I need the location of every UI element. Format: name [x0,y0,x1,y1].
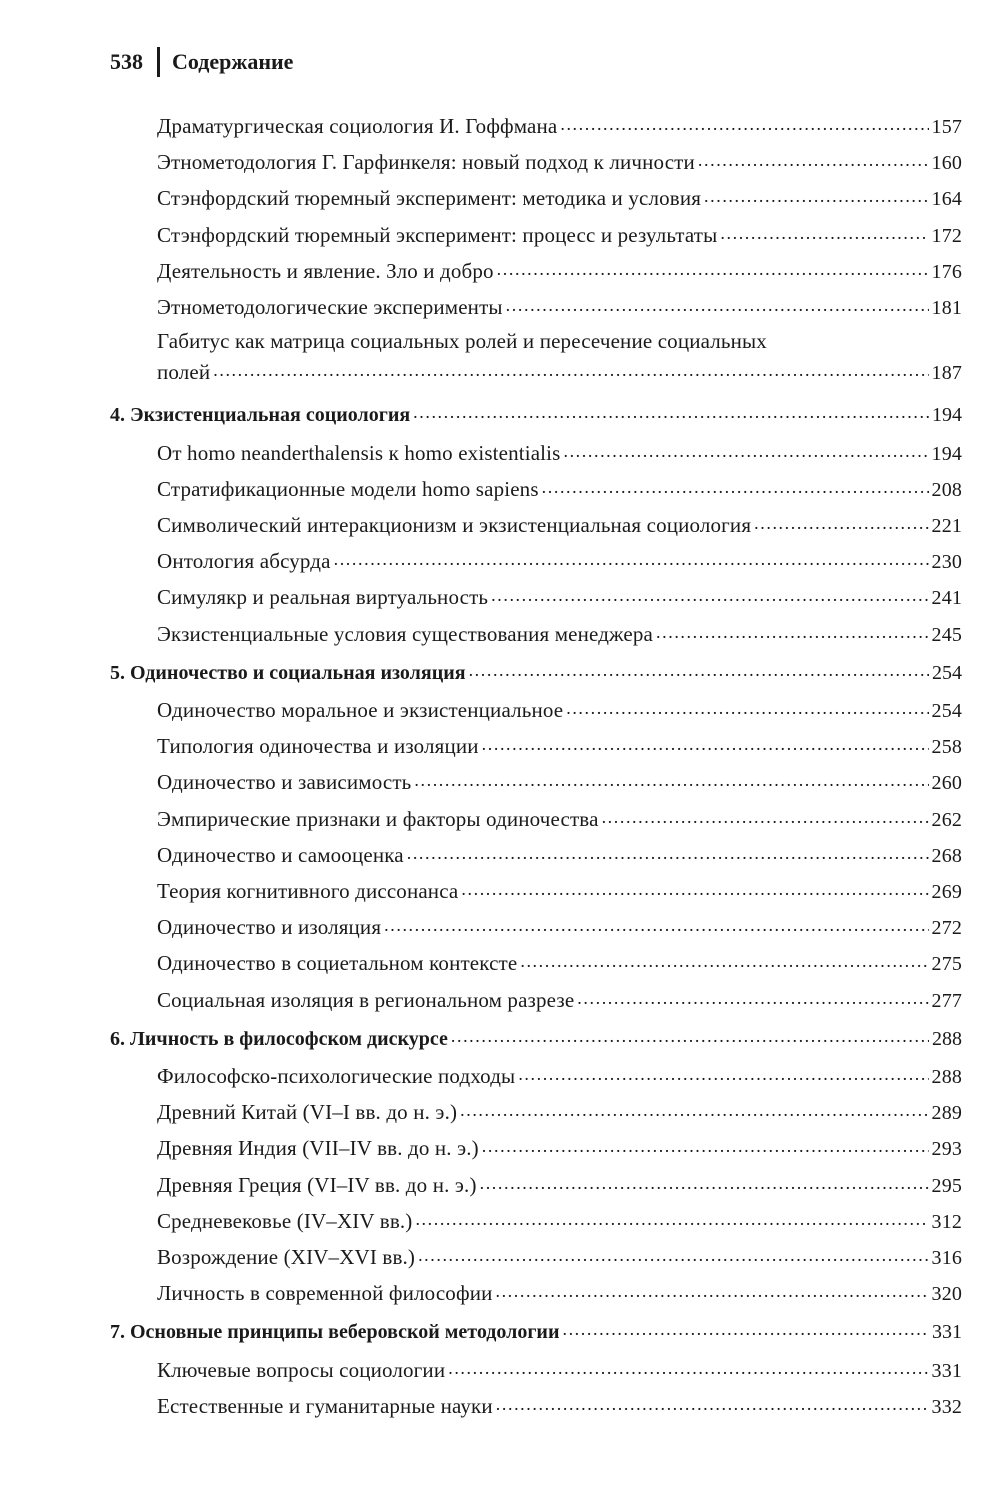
toc-entry [157,1098,962,1125]
toc-entry-title: Драматургическая социология И. Гоффмана [157,114,558,138]
toc-entry [157,841,962,868]
toc-entry [157,547,962,574]
toc-entry-title: Одиночество в социетальном контексте [157,951,518,976]
toc-entry-title: Философско-психологические подходы [157,1064,516,1088]
toc-entry [157,1171,962,1198]
toc-chapter-title: 6. Личность в философском дискурсе [110,1027,448,1050]
dot-leader [577,986,928,1007]
toc-entry [157,475,962,502]
dot-leader [566,696,928,717]
toc-page-number: 194 [932,404,962,427]
dot-leader [469,659,929,679]
toc-entry [157,913,962,940]
dot-leader [451,1025,929,1045]
toc-entry [157,949,962,976]
toc-entry-title: Древний Китай (VI–I вв. до н. э.) [157,1100,458,1125]
toc-entry-title: Типология одиночества и изоляции [157,734,479,759]
dot-leader [448,1356,928,1377]
dot-leader [413,401,929,421]
toc-entry-title: Символический интеракционизм и экзистенциальная социология [157,513,752,537]
dot-leader [418,1243,928,1264]
dot-leader [520,949,928,970]
toc-entry-title: Этнометодологические эксперименты [157,295,503,319]
toc-entry-title: Эмпирические признаки и факторы одиночества [157,806,599,831]
toc-page-number: 172 [931,224,962,247]
toc-entry-title: Древняя Индия (VII–IV вв. до н. э.) [157,1136,479,1161]
dot-leader [384,913,928,934]
toc-entry [157,511,962,538]
dot-leader [414,768,928,789]
toc-page-number: 176 [931,260,962,283]
toc-entry [157,1207,962,1234]
dot-leader [460,1098,928,1119]
toc-entry [157,1356,962,1383]
toc-page-number: 221 [931,515,962,537]
toc-entry-title: Естественные и гуманитарные науки [157,1393,493,1418]
toc-chapter [110,1318,962,1344]
toc-entry [157,1243,962,1270]
toc-page-number: 254 [931,700,962,722]
toc-chapter-title: 4. Экзистенциальная социология [110,404,411,427]
toc-page-number: 288 [931,1066,962,1088]
toc-page-number: 187 [931,362,962,385]
toc-page-number: 254 [932,661,962,684]
toc-entry-title: Теория когнитивного диссонанса [157,879,459,903]
toc-page-number: 181 [931,297,962,319]
page-number: 538 [110,49,143,74]
toc-page-number: 275 [931,953,962,976]
toc-entry [157,1134,962,1161]
toc-page-number: 320 [931,1283,962,1306]
toc-page-number: 312 [931,1210,962,1233]
toc-page-number: 331 [932,1321,962,1344]
toc-page-number: 316 [931,1247,962,1269]
toc-entry-title: Стэнфордский тюремный эксперимент: процесс и результаты [157,222,718,247]
toc-entry-title: Экзистенциальные условия существования менеджера [157,621,654,646]
toc-page-number: 277 [931,989,962,1012]
toc-entry [157,358,962,385]
dot-leader [542,475,929,496]
dot-leader [656,620,929,641]
toc-entry [157,986,962,1013]
toc-chapter [110,659,962,685]
dot-leader [563,439,928,460]
toc-page-number: 245 [931,623,962,646]
dot-leader [491,583,928,604]
dot-leader [496,1392,929,1413]
dot-leader [407,841,929,862]
toc-page-number: 331 [931,1359,962,1382]
toc-entry-title: Одиночество моральное и экзистенциальное [157,698,564,722]
toc-entry-title-line2: полей [157,360,211,385]
toc-entry-title: Этнометодология Г. Гарфинкеля: новый подход к личности [157,150,695,175]
toc-chapter-title: 5. Одиночество и социальная изоляция [110,661,466,684]
toc-page-number: 269 [931,881,962,903]
toc-entry [157,732,962,759]
toc-page-number: 295 [931,1174,962,1197]
toc-entry [157,221,962,248]
dot-leader [698,148,929,169]
toc-entry-title: Симулякр и реальная виртуальность [157,585,489,610]
dot-leader [720,221,928,242]
toc-page-number: 230 [931,551,962,574]
dot-leader [518,1062,928,1083]
toc-entry-title: Деятельность и явление. Зло и добро [157,258,494,283]
toc-page-number: 289 [931,1102,962,1125]
dot-leader [754,511,928,532]
dot-leader [560,112,928,133]
toc-entry-title: Личность в современной философии [157,1281,493,1306]
toc-page-number: 268 [931,844,962,867]
toc-entry-title: Одиночество и изоляция [157,915,382,940]
toc-page-number: 241 [931,587,962,610]
toc-entry [157,696,962,723]
dot-leader [482,732,929,753]
toc-entry-title: Древняя Греция (VI–IV вв. до н. э.) [157,1172,477,1197]
toc-entry [157,583,962,610]
toc-entry-title: Стэнфордский тюремный эксперимент: методика и условия [157,186,702,211]
toc-page-number: 258 [931,736,962,759]
dot-leader [461,877,928,898]
toc-entry [157,257,962,284]
toc-entry-title: Стратификационные модели homo sapiens [157,476,539,501]
dot-leader [495,1279,928,1300]
dot-leader [480,1171,929,1192]
toc-entry-title-line1: Габитус как матрица социальных ролей и пересечение социальных [157,329,767,354]
toc-entry [157,148,962,175]
toc-page-number: 262 [931,808,962,831]
dot-leader [334,547,929,568]
toc-page-number: 288 [932,1027,962,1050]
toc-entry-title: От homo neanderthalensis к homo existentialis [157,440,561,465]
toc-entry [157,1279,962,1306]
toc-entry [157,293,962,320]
toc-entry [157,112,962,139]
dot-leader [704,184,929,205]
dot-leader [482,1134,929,1155]
toc-entry [157,1062,962,1089]
toc-entry [157,620,962,647]
toc-page-number: 260 [931,772,962,795]
toc-page-number: 332 [931,1395,962,1418]
toc-entry-title: Одиночество и самооценка [157,842,404,867]
toc-page-number: 157 [931,116,962,138]
toc-entry-title: Средневековье (IV–XIV вв.) [157,1208,413,1233]
toc-entry [157,805,962,832]
toc-entry [157,439,962,466]
toc-entry [157,768,962,795]
toc-chapter [110,401,962,427]
dot-leader [497,257,929,278]
toc-entry-title: Ключевые вопросы социологии [157,1357,446,1382]
toc-page-number: 293 [931,1138,962,1161]
toc-page-number: 194 [931,442,962,465]
dot-leader [562,1318,929,1338]
dot-leader [415,1207,928,1228]
toc-page-number: 272 [931,917,962,940]
toc-page-number: 160 [931,152,962,175]
dot-leader [213,358,928,379]
section-title: Содержание [172,49,294,74]
toc-entry-title: Возрождение (XIV–XVI вв.) [157,1245,416,1269]
dot-leader [506,293,929,314]
toc-entry-title: Одиночество и зависимость [157,770,412,795]
toc-entry [157,1392,962,1419]
toc-page-number: 164 [931,188,962,211]
toc-page-number: 208 [931,478,962,501]
toc-chapter [110,1025,962,1051]
dot-leader [602,805,929,826]
toc-chapter-title: 7. Основные принципы веберовской методологии [110,1321,560,1344]
toc-entry [157,877,962,904]
toc-entry-title: Онтология абсурда [157,549,331,574]
toc-entry-title: Социальная изоляция в региональном разрезе [157,987,575,1012]
toc-entry [157,184,962,211]
